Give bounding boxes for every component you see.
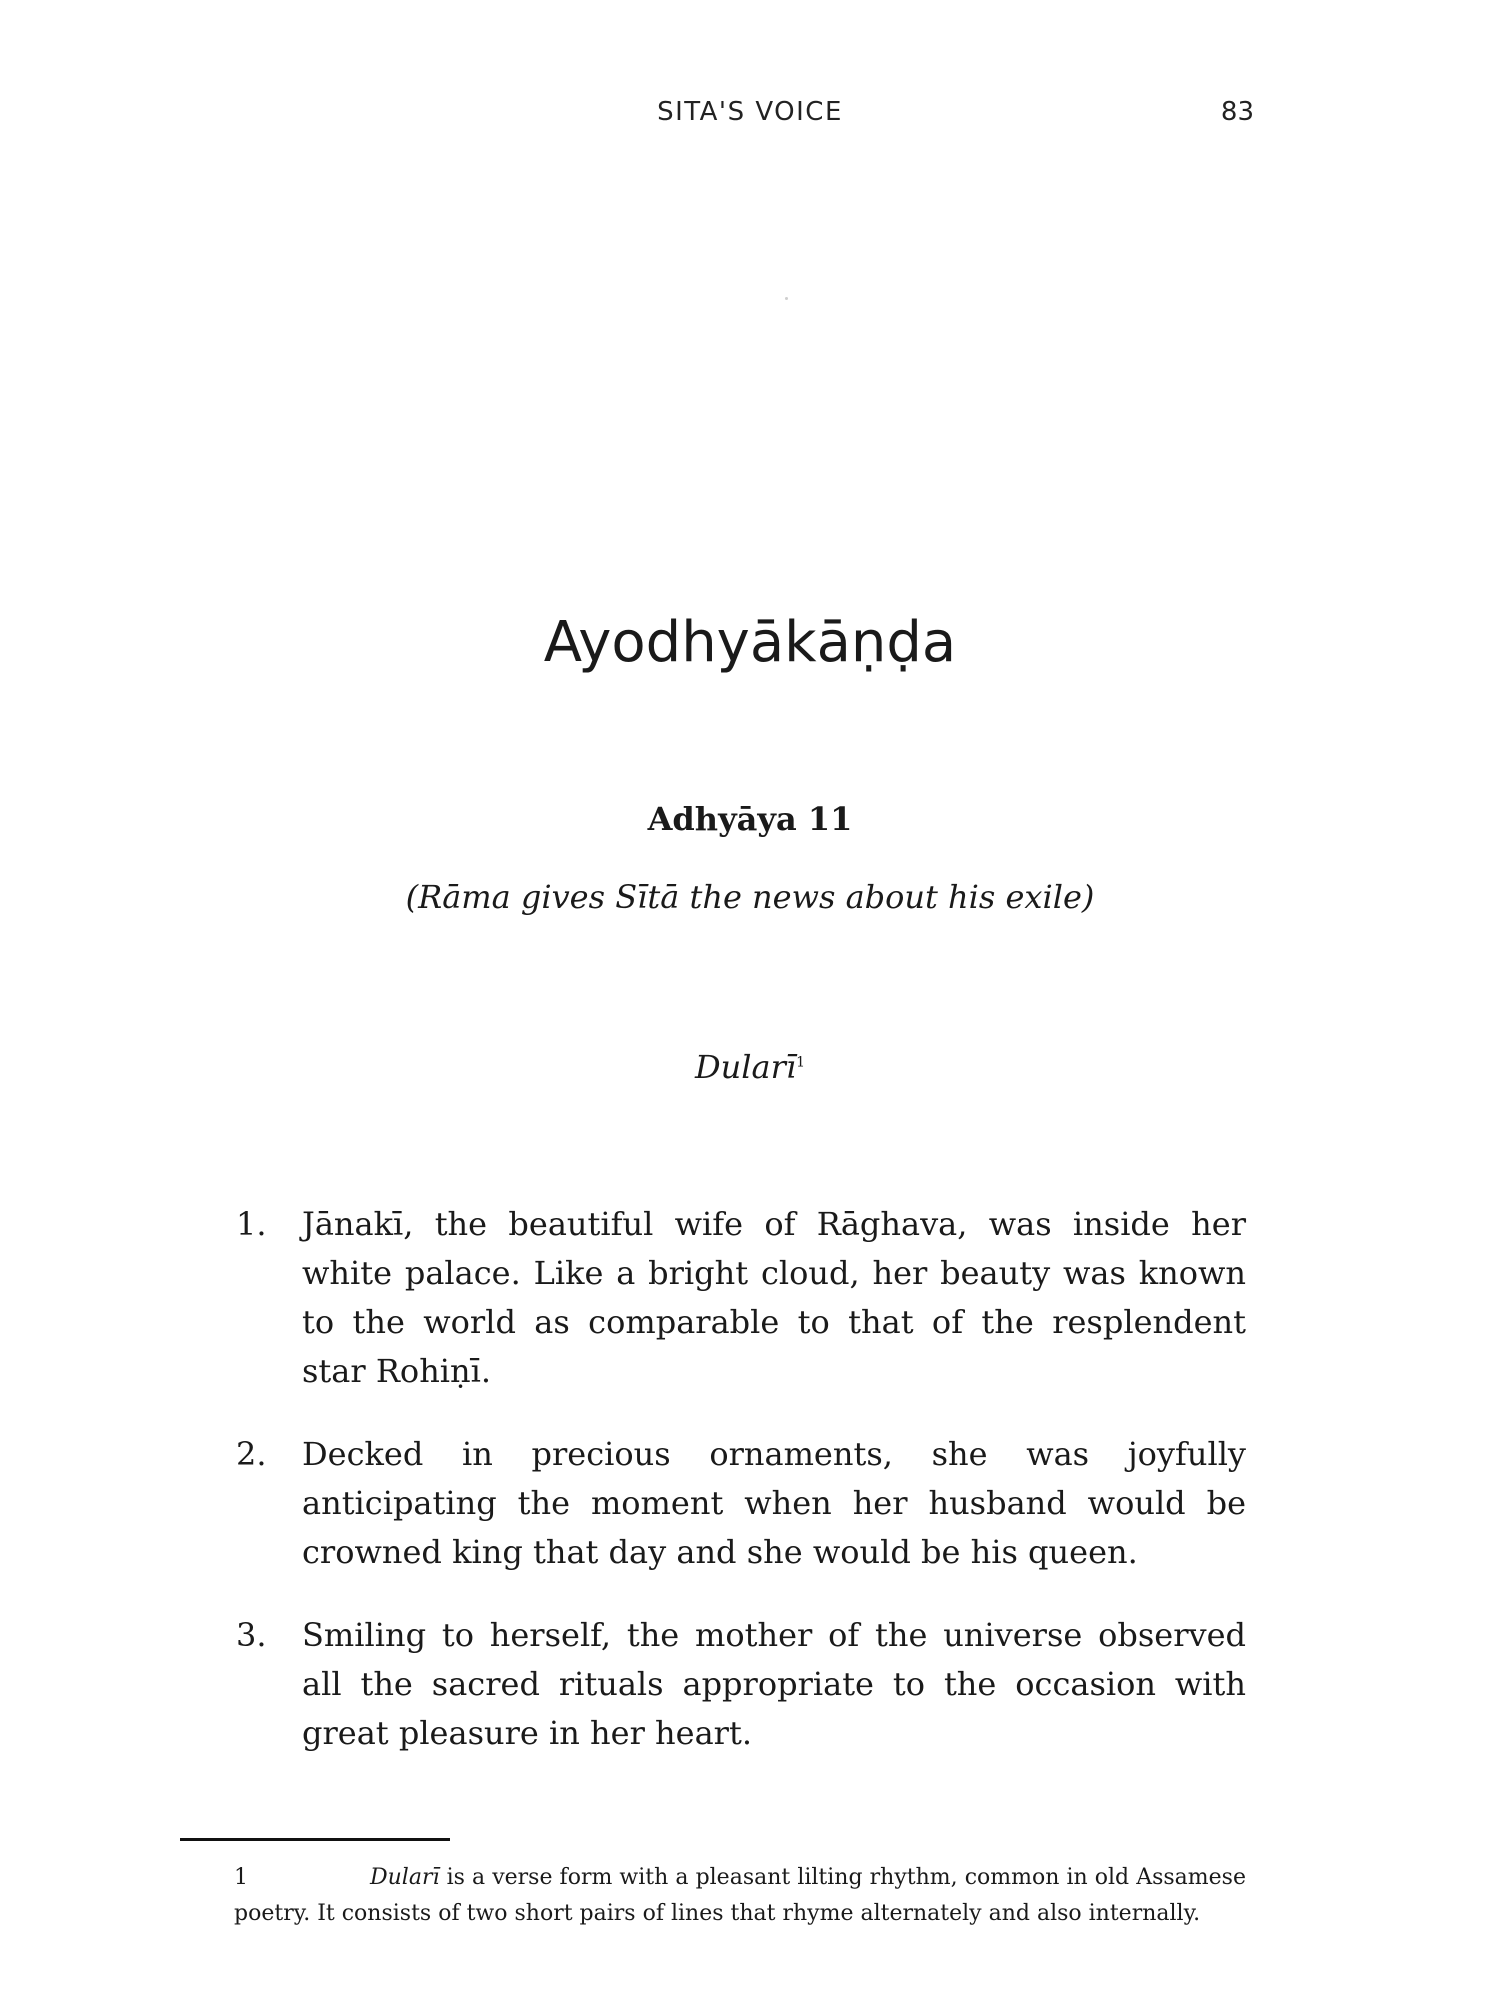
footnote	[234, 1860, 1246, 1932]
verse-number: 2.	[236, 1435, 267, 1473]
running-head	[0, 97, 1500, 131]
verse-list	[236, 1200, 1246, 1758]
footnote-number: 1	[234, 1865, 248, 1890]
footnote-ref[interactable]: 1	[796, 1054, 806, 1071]
verse-number: 1.	[236, 1205, 267, 1243]
verse-text: Decked in precious ornaments, she was joyfully anticipating the moment when her husband would be crowned king that day and she would be his queen.	[302, 1435, 1246, 1571]
footnote-term: Dularī	[370, 1865, 440, 1890]
footnote-text: is a verse form with a pleasant lilting rhythm, common in old Assamese poetry. It consists of two short pairs of lines that rhyme alternately and also internally.	[234, 1865, 1246, 1926]
chapter-subtitle: (Rāma gives Sītā the news about his exile)	[405, 878, 1095, 916]
running-title: SITA'S VOICE	[657, 97, 843, 127]
verse-item	[236, 1611, 1246, 1758]
verse-form-heading	[0, 1048, 1500, 1086]
verse-item	[236, 1430, 1246, 1577]
verse-text: Smiling to herself, the mother of the universe observed all the sacred rituals appropriate to the occasion with great pleasure in her heart.	[302, 1616, 1246, 1752]
stray-dot	[785, 297, 788, 300]
verse-form-name: Dularī	[694, 1048, 797, 1086]
chapter-title: Adhyāya 11	[647, 800, 853, 838]
verse-number: 3.	[236, 1616, 267, 1654]
part-title: Ayodhyākāṇḍa	[543, 610, 957, 675]
footnote-divider	[180, 1838, 450, 1841]
page-number: 83	[1220, 97, 1254, 127]
verse-text: Jānakī, the beautiful wife of Rāghava, was inside her white palace. Like a bright cloud, her beauty was known to the world as comparable to that of the resplendent star Rohiṇī.	[302, 1205, 1246, 1390]
verse-item	[236, 1200, 1246, 1396]
